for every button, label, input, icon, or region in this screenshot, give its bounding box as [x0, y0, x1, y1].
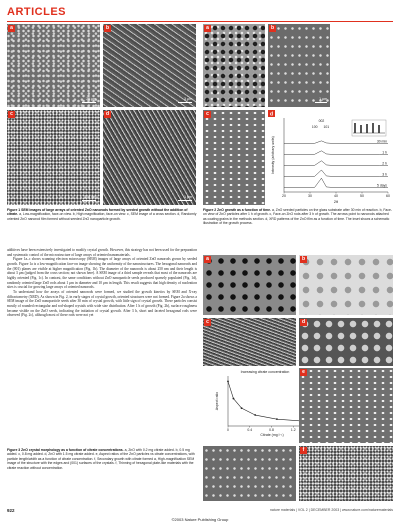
x-tick-label: 1.2: [290, 428, 296, 432]
figure2-caption-body: a, ZnO seeded particles on the glass substrate after 30 min of reaction. b, Face-on view of ZnO particles after 1 h of growth. c, Face-on ZnO rods after 3 h of growth. The arrows point to nanorods attached as coating grains in the methods section. d, XRD patterns of the ZnO film as a function of time. The inset shows a schematic illustration of the growth process.: [203, 208, 393, 226]
fig1-panel-d: [103, 110, 196, 205]
panel-tag: c: [204, 319, 211, 326]
scale-bar-label: 100 nm: [84, 195, 96, 199]
panel-tag: b: [301, 256, 306, 262]
panel-tag: b: [270, 25, 275, 31]
scale-bar-label: 3 μm: [184, 97, 192, 101]
panel-tag: f: [300, 447, 307, 454]
panel-tag: a: [204, 256, 211, 263]
fig3-panel-d: [299, 318, 393, 366]
peak-label: 002: [318, 119, 325, 123]
inset-title: Increasing citrate concentration: [240, 370, 290, 374]
xrd-chart: [268, 110, 393, 205]
peak-label: 101: [323, 125, 330, 129]
aspect-ratio-point: [276, 418, 278, 420]
xrd-inset-schematic: [352, 120, 386, 136]
xrd-series-label: 2 h: [382, 161, 387, 166]
aspect-ratio-point: [241, 407, 243, 409]
scale-bar: [178, 102, 192, 103]
x-tick-label: 0: [227, 428, 229, 432]
scale-bar: [82, 102, 96, 103]
xrd-series-line: [284, 151, 388, 155]
body-paragraph: To understand how the arrays of oriented nanorods were formed, we studied the growth kinetics by SEM and X-ray diffractometry (XRD). As shown in Fig. 2, in early stages of crystal growth, oriented structures were not formed. Figure 2a shows a SEM image of the ZnO nanoparticle seeds after 30 min of crystal growth, with little sign of crystal growth. These particles consist mostly of rounded rectangular and rod-shaped crystals with wide size distribution. After 1 h of growth (Fig. 2b), surface roughness became visible on the ZnO seeds, indicating the initiation of crystal growth. After 3 h, short and faceted hexagonal rods were observed (Fig. 2c), although most of these rods were not yet: [7, 289, 197, 318]
xrd-series-label: 30 min: [376, 139, 387, 144]
section-label: ARTICLES: [7, 6, 66, 18]
panel-tag: d: [105, 111, 110, 117]
scale-bar: [178, 200, 192, 201]
header-rule: [7, 21, 393, 22]
aspect-ratio-point: [254, 414, 256, 416]
x-tick-label: 40: [334, 194, 338, 198]
panel-tag: c: [204, 111, 211, 118]
figure3-caption-body: a, ZnO with 0.2 mg citrate added. b, 0.5 mg added. c, 0.8 mg added. d, ZnO with 1.5 mg citrate added. e, Aspect ratios of the ZnO particles vs citrate concentrations, with particle length/width as a function of citrate concentration. f, Secondary growth with citrate formed a, High-magnification SEM image of the structure with the edges and (001) surfaces of the crystals. f, Thinning of hexagonal plate-like materials with the citrate reaction without concentration.: [7, 448, 195, 470]
aspect-ratio-point: [233, 398, 235, 400]
xrd-series-label: 1 h: [382, 150, 387, 155]
scale-bar: [82, 200, 96, 201]
figure2-caption: [203, 208, 393, 226]
fig3-panel-f-left: [203, 446, 296, 501]
scale-bar-label: 20 μm: [86, 97, 96, 101]
peak-label: 100: [311, 125, 318, 129]
xrd-series-line: [284, 161, 388, 166]
copyright: ©2003 Nature Publishing Group: [171, 517, 229, 522]
fig2-panel-a: [203, 24, 265, 107]
figure1-caption: [7, 208, 197, 221]
fig3-panel-f: [299, 446, 393, 501]
journal-footer: nature materials | VOL 2 | DECEMBER 2003 | www.nature.com/naturematerials: [269, 508, 393, 512]
scale-bar-label: 1 μm: [184, 195, 192, 199]
fig2-panel-b: [268, 24, 330, 107]
y-axis-label: Aspect ratio: [215, 391, 219, 411]
x-tick-label: 60: [386, 194, 390, 198]
figure1-caption-title: Figure 1 SEM images of large arrays of oriented ZnO nanorods formed by seeded growth without the addition of citrate.: [7, 208, 188, 217]
y-axis-label: Intensity (arbitrary units): [271, 136, 275, 174]
x-tick-label: 20: [282, 194, 286, 198]
scale-bar-label: 1 μm: [319, 97, 327, 101]
panel-tag: b: [105, 25, 110, 31]
fig3-panel-c: [203, 318, 296, 366]
xrd-series-line: [284, 141, 388, 144]
panel-tag: a: [8, 25, 15, 32]
fig3-panel-e: [299, 368, 393, 443]
panel-tag-d-label: d: [269, 111, 274, 118]
x-tick-label: 30: [308, 194, 312, 198]
xrd-chart-svg: [268, 110, 393, 205]
x-tick-label: 0.4: [247, 428, 253, 432]
x-axis-label: Citrate (mg l⁻¹): [260, 433, 284, 437]
panel-tag: a: [204, 25, 211, 32]
scale-bar: [315, 102, 327, 103]
x-tick-label: 50: [360, 194, 364, 198]
aspect-ratio-point: [227, 381, 229, 383]
body-paragraph: additives have been extensively investigated to modify crystal growth. However, this strategy has not been used for the preparation and systematic control of the microstructure of large arrays of oriented nanomaterials.: [7, 248, 197, 257]
panel-tag: e: [300, 369, 307, 376]
body-paragraph: Figure 1a–c shows scanning electron microscopy (SEM) images of large arrays of oriented ZnO nanorods grown by seeded growth. Figure 1a is a low-magnification face-on image showing the uniformity of the nanostructures. The hexagonal nanorods and the (001) planes are visible at higher magnification (Fig. 1b). The diameter of the nanorods is about 250 nm and their length is about 3 μm (judged from the cross section; not shown here). A SEM image of a third sample reveals that most of the nanorods are highly oriented (Fig. 1c). In contrast, the same conditions without ZnO nanoparticle seeds produced sparsely populated (Fig. 1d), randomly oriented large ZnO rods about 1 μm in diameter and 10 μm in length. This result suggests that high density of nucleation sites is crucial for growing large arrays of oriented nanorods.: [7, 257, 197, 290]
fig1-panel-c: [7, 110, 100, 205]
xrd-series-line: [284, 178, 388, 187]
figure1-caption-body: a, Low-magnification, face-on view. b, High magnification, face-on view. c, SEM image of a cross section. d, Randomly oriented ZnO nanorod film formed without seeded ZnO nanoparticle growth.: [7, 212, 197, 221]
fig3-panel-b: [299, 255, 393, 315]
fig1-panel-a: [7, 24, 100, 107]
fig1-panel-b: [103, 24, 196, 107]
figure3-caption-title: Figure 3 ZnO crystal morphology as a function of citrate concentrations.: [7, 448, 124, 452]
article-body: [7, 248, 197, 444]
page-number: 922: [7, 508, 15, 513]
panel-tag: d: [301, 319, 306, 325]
panel-tag: c: [8, 111, 15, 118]
x-axis-label: 2θ: [333, 200, 339, 204]
xrd-series-label: 3 h: [382, 172, 387, 177]
xrd-series-line: [284, 170, 388, 177]
x-tick-label: 0.8: [269, 428, 274, 432]
xrd-series-label: 5 days: [377, 183, 387, 188]
fig2-panel-c: [203, 110, 265, 205]
figure3-caption: [7, 448, 197, 470]
figure2-caption-title: Figure 2 ZnO growth as a function of time.: [203, 208, 272, 212]
fig3-panel-a: [203, 255, 296, 315]
